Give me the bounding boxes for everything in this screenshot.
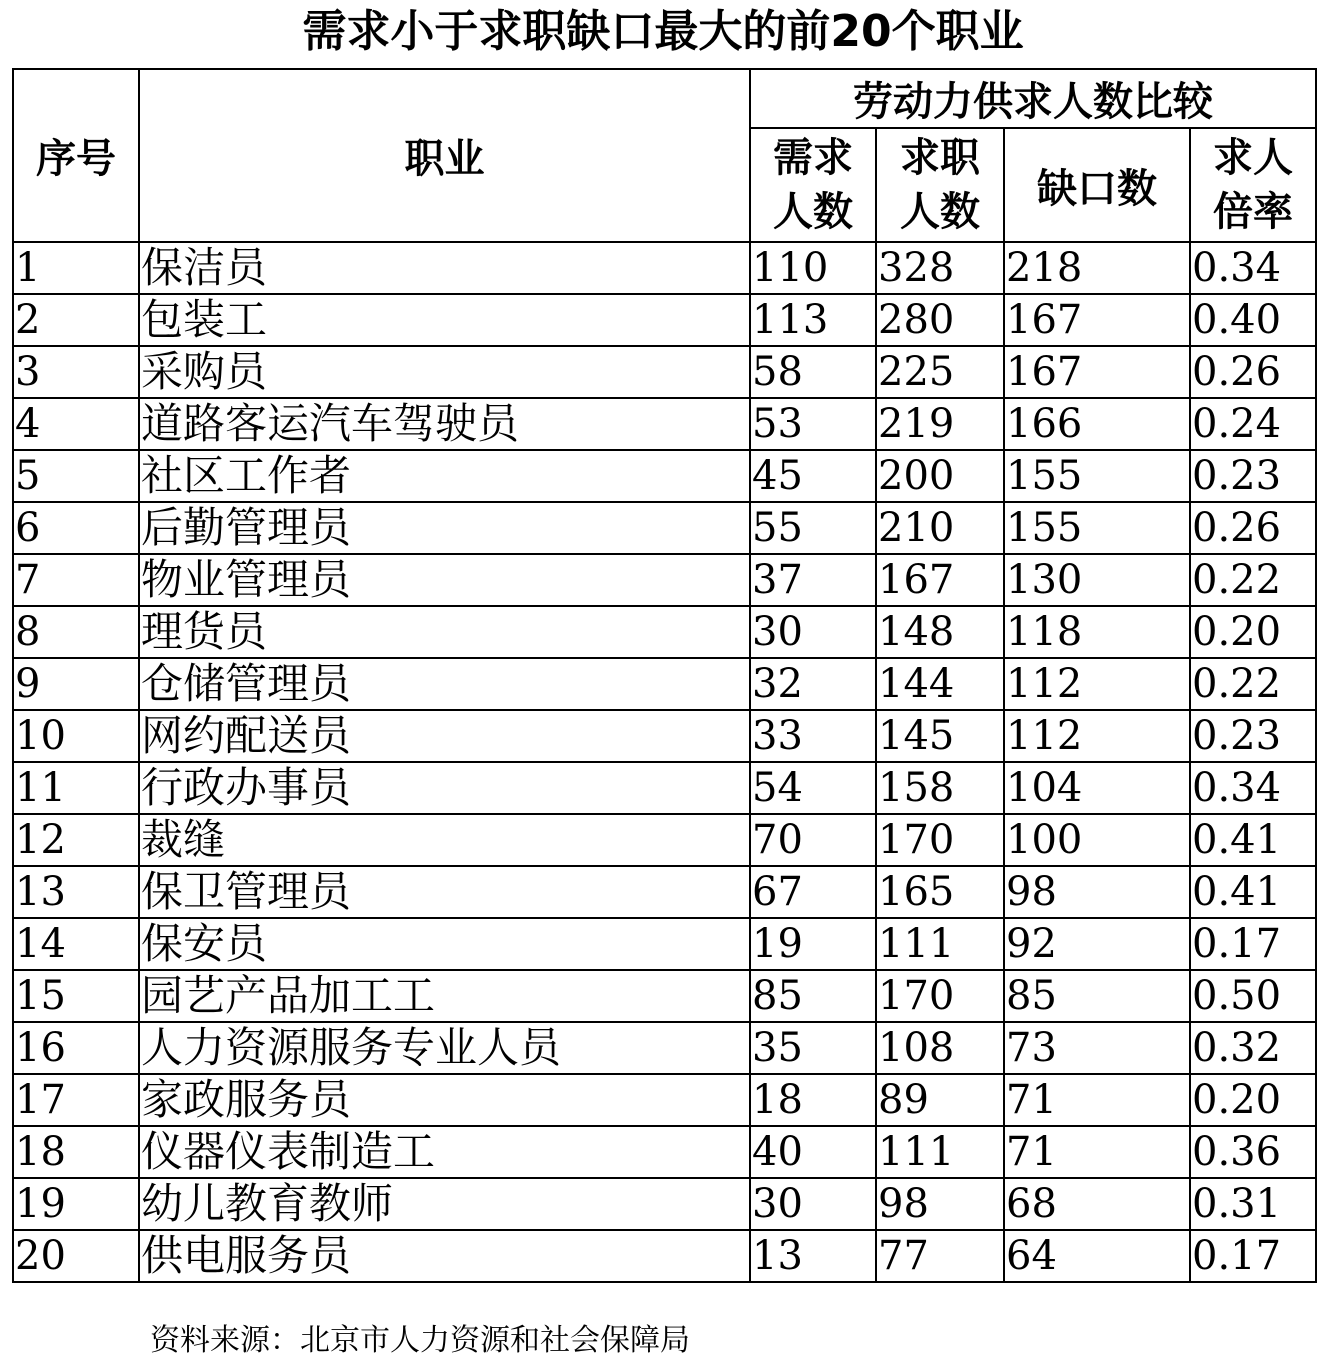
cell-index: 10 (13, 710, 139, 762)
cell-index: 11 (13, 762, 139, 814)
cell-gap: 100 (1004, 814, 1190, 866)
cell-demand: 58 (750, 346, 876, 398)
header-gap: 缺口数 (1004, 128, 1190, 242)
cell-index: 1 (13, 242, 139, 294)
cell-seekers: 170 (876, 814, 1004, 866)
cell-occupation: 社区工作者 (139, 450, 750, 502)
header-ratio-line2: 倍率 (1213, 189, 1293, 235)
cell-occupation: 幼儿教育教师 (139, 1178, 750, 1230)
cell-demand: 70 (750, 814, 876, 866)
cell-seekers: 167 (876, 554, 1004, 606)
table-row (13, 710, 1316, 762)
cell-occupation: 家政服务员 (139, 1074, 750, 1126)
occupation-gap-table (12, 68, 1317, 1283)
cell-occupation: 包装工 (139, 294, 750, 346)
cell-ratio: 0.36 (1190, 1126, 1316, 1178)
cell-demand: 113 (750, 294, 876, 346)
cell-seekers: 158 (876, 762, 1004, 814)
cell-ratio: 0.17 (1190, 1230, 1316, 1282)
header-seekers-line2: 人数 (900, 189, 980, 235)
table-row (13, 970, 1316, 1022)
cell-demand: 13 (750, 1230, 876, 1282)
cell-gap: 112 (1004, 710, 1190, 762)
cell-ratio: 0.22 (1190, 554, 1316, 606)
cell-index: 4 (13, 398, 139, 450)
cell-ratio: 0.26 (1190, 346, 1316, 398)
header-index: 序号 (13, 69, 139, 242)
cell-index: 6 (13, 502, 139, 554)
cell-gap: 104 (1004, 762, 1190, 814)
cell-ratio: 0.24 (1190, 398, 1316, 450)
cell-seekers: 210 (876, 502, 1004, 554)
table-row (13, 450, 1316, 502)
cell-seekers: 89 (876, 1074, 1004, 1126)
header-group: 劳动力供求人数比较 (750, 69, 1316, 128)
table-row (13, 918, 1316, 970)
cell-demand: 18 (750, 1074, 876, 1126)
table-row (13, 1022, 1316, 1074)
cell-demand: 30 (750, 606, 876, 658)
cell-occupation: 行政办事员 (139, 762, 750, 814)
table-row (13, 502, 1316, 554)
table-row (13, 398, 1316, 450)
cell-index: 9 (13, 658, 139, 710)
cell-gap: 166 (1004, 398, 1190, 450)
cell-occupation: 网约配送员 (139, 710, 750, 762)
cell-index: 8 (13, 606, 139, 658)
cell-ratio: 0.20 (1190, 606, 1316, 658)
cell-ratio: 0.23 (1190, 710, 1316, 762)
cell-occupation: 保洁员 (139, 242, 750, 294)
cell-demand: 19 (750, 918, 876, 970)
cell-index: 14 (13, 918, 139, 970)
header-ratio (1190, 128, 1316, 242)
cell-occupation: 仓储管理员 (139, 658, 750, 710)
cell-ratio: 0.41 (1190, 814, 1316, 866)
cell-seekers: 225 (876, 346, 1004, 398)
cell-index: 19 (13, 1178, 139, 1230)
cell-index: 18 (13, 1126, 139, 1178)
header-ratio-line1: 求人 (1213, 135, 1293, 181)
cell-demand: 40 (750, 1126, 876, 1178)
header-seekers-line1: 求职 (900, 135, 980, 181)
header-demand-line2: 人数 (773, 189, 853, 235)
cell-seekers: 111 (876, 1126, 1004, 1178)
cell-seekers: 170 (876, 970, 1004, 1022)
cell-occupation: 物业管理员 (139, 554, 750, 606)
cell-gap: 68 (1004, 1178, 1190, 1230)
header-seekers (876, 128, 1004, 242)
cell-index: 12 (13, 814, 139, 866)
cell-demand: 33 (750, 710, 876, 762)
cell-gap: 71 (1004, 1074, 1190, 1126)
cell-occupation: 理货员 (139, 606, 750, 658)
cell-gap: 118 (1004, 606, 1190, 658)
cell-occupation: 供电服务员 (139, 1230, 750, 1282)
table-row (13, 242, 1316, 294)
cell-seekers: 165 (876, 866, 1004, 918)
cell-ratio: 0.50 (1190, 970, 1316, 1022)
cell-occupation: 仪器仪表制造工 (139, 1126, 750, 1178)
cell-index: 15 (13, 970, 139, 1022)
table-row (13, 866, 1316, 918)
cell-demand: 32 (750, 658, 876, 710)
cell-occupation: 人力资源服务专业人员 (139, 1022, 750, 1074)
cell-ratio: 0.26 (1190, 502, 1316, 554)
cell-ratio: 0.32 (1190, 1022, 1316, 1074)
cell-ratio: 0.20 (1190, 1074, 1316, 1126)
cell-gap: 155 (1004, 450, 1190, 502)
cell-seekers: 144 (876, 658, 1004, 710)
cell-demand: 110 (750, 242, 876, 294)
header-demand (750, 128, 876, 242)
cell-gap: 98 (1004, 866, 1190, 918)
cell-ratio: 0.40 (1190, 294, 1316, 346)
cell-gap: 112 (1004, 658, 1190, 710)
cell-index: 5 (13, 450, 139, 502)
cell-index: 17 (13, 1074, 139, 1126)
table-body (13, 242, 1316, 1282)
cell-occupation: 裁缝 (139, 814, 750, 866)
table-row (13, 294, 1316, 346)
table-title: 需求小于求职缺口最大的前20个职业 (302, 6, 1024, 57)
cell-occupation: 采购员 (139, 346, 750, 398)
cell-demand: 67 (750, 866, 876, 918)
cell-seekers: 111 (876, 918, 1004, 970)
cell-demand: 54 (750, 762, 876, 814)
cell-gap: 64 (1004, 1230, 1190, 1282)
cell-gap: 130 (1004, 554, 1190, 606)
cell-ratio: 0.17 (1190, 918, 1316, 970)
cell-gap: 85 (1004, 970, 1190, 1022)
cell-index: 3 (13, 346, 139, 398)
cell-occupation: 保卫管理员 (139, 866, 750, 918)
table-row (13, 346, 1316, 398)
cell-seekers: 280 (876, 294, 1004, 346)
table-row (13, 1230, 1316, 1282)
cell-gap: 167 (1004, 294, 1190, 346)
cell-ratio: 0.22 (1190, 658, 1316, 710)
cell-gap: 92 (1004, 918, 1190, 970)
cell-seekers: 145 (876, 710, 1004, 762)
cell-demand: 37 (750, 554, 876, 606)
cell-occupation: 园艺产品加工工 (139, 970, 750, 1022)
header-occupation: 职业 (139, 69, 750, 242)
cell-demand: 55 (750, 502, 876, 554)
cell-index: 20 (13, 1230, 139, 1282)
cell-demand: 53 (750, 398, 876, 450)
cell-demand: 85 (750, 970, 876, 1022)
cell-ratio: 0.34 (1190, 762, 1316, 814)
table-row (13, 1178, 1316, 1230)
footnote: 资料来源：北京市人力资源和社会保障局 (150, 1323, 690, 1358)
cell-index: 2 (13, 294, 139, 346)
table-row (13, 606, 1316, 658)
cell-demand: 30 (750, 1178, 876, 1230)
cell-seekers: 328 (876, 242, 1004, 294)
cell-gap: 155 (1004, 502, 1190, 554)
header-demand-line1: 需求 (773, 135, 853, 181)
table-row (13, 814, 1316, 866)
cell-ratio: 0.41 (1190, 866, 1316, 918)
table-row (13, 1126, 1316, 1178)
cell-gap: 71 (1004, 1126, 1190, 1178)
cell-gap: 73 (1004, 1022, 1190, 1074)
cell-seekers: 98 (876, 1178, 1004, 1230)
cell-seekers: 77 (876, 1230, 1004, 1282)
cell-seekers: 200 (876, 450, 1004, 502)
cell-demand: 45 (750, 450, 876, 502)
cell-index: 7 (13, 554, 139, 606)
cell-seekers: 108 (876, 1022, 1004, 1074)
table-row (13, 658, 1316, 710)
cell-occupation: 道路客运汽车驾驶员 (139, 398, 750, 450)
table-row (13, 1074, 1316, 1126)
cell-index: 16 (13, 1022, 139, 1074)
cell-index: 13 (13, 866, 139, 918)
cell-seekers: 148 (876, 606, 1004, 658)
table-row (13, 554, 1316, 606)
cell-gap: 218 (1004, 242, 1190, 294)
cell-ratio: 0.31 (1190, 1178, 1316, 1230)
cell-occupation: 后勤管理员 (139, 502, 750, 554)
cell-demand: 35 (750, 1022, 876, 1074)
cell-gap: 167 (1004, 346, 1190, 398)
cell-occupation: 保安员 (139, 918, 750, 970)
table-row (13, 762, 1316, 814)
cell-ratio: 0.23 (1190, 450, 1316, 502)
cell-seekers: 219 (876, 398, 1004, 450)
cell-ratio: 0.34 (1190, 242, 1316, 294)
